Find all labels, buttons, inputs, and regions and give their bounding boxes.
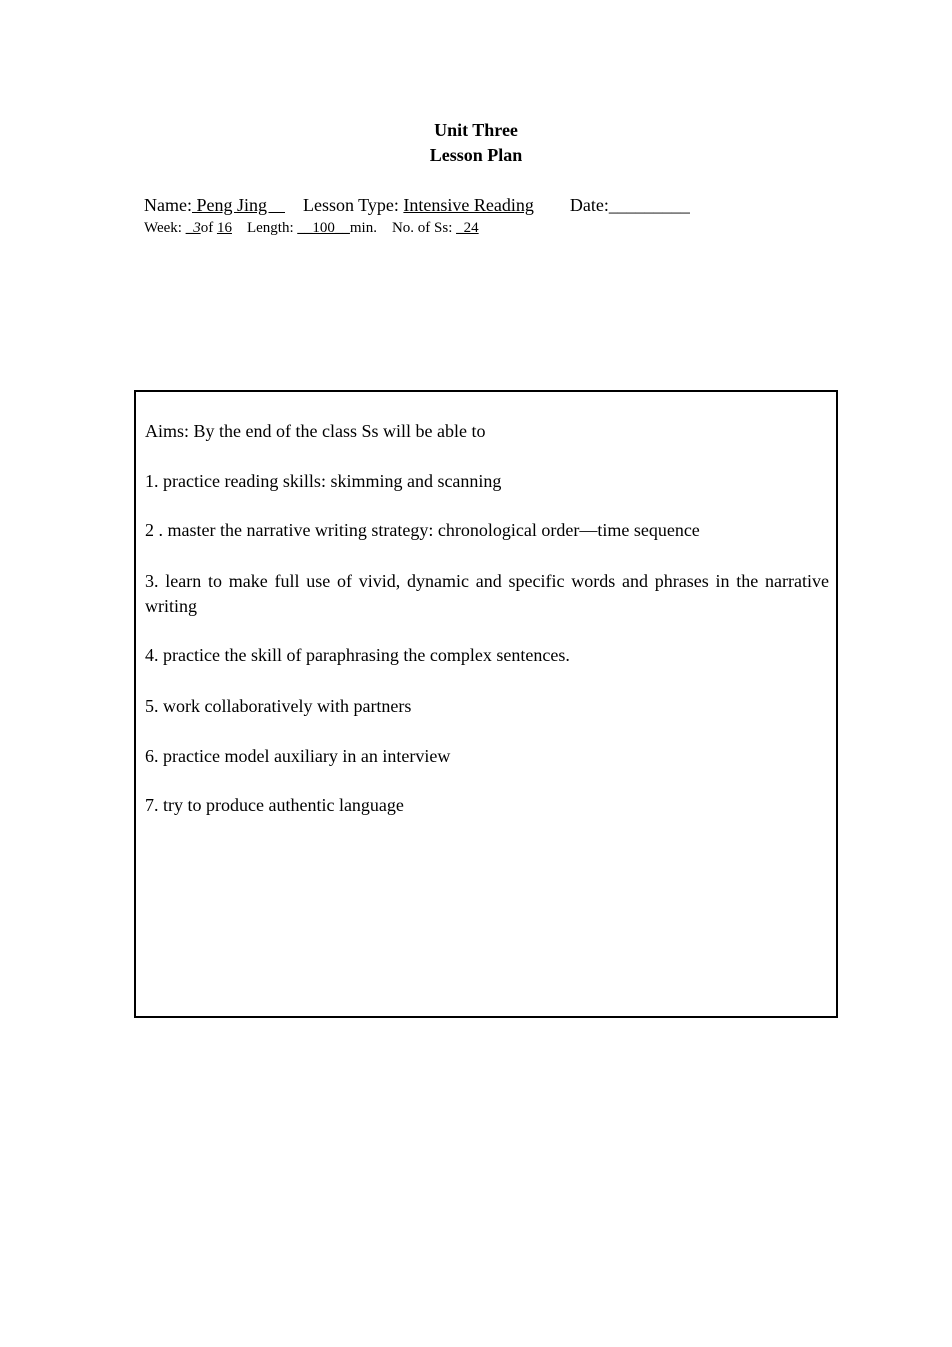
week-label: Week: (144, 220, 186, 236)
length-label: Length: (246, 220, 298, 236)
aim-item-6: 6. practice model auxiliary in an interview (145, 746, 451, 766)
lesson-meta-line (144, 219, 479, 237)
document-subtitle: Lesson Plan (429, 145, 523, 165)
aim-item-2: 2 . master the narrative writing strategy: chronological order—time sequence (145, 520, 700, 540)
name-label: Name: (144, 195, 192, 215)
name-value: Peng Jing (191, 195, 285, 215)
aims-box (134, 390, 838, 1018)
lesson-info-line (144, 194, 690, 216)
students-value: _24 (456, 220, 479, 236)
aim-item-7: 7. try to produce authentic language (145, 795, 404, 815)
week-value: _3 (185, 220, 201, 236)
week-of-text: of (200, 220, 217, 236)
aim-item-5: 5. work collaboratively with partners (145, 696, 412, 716)
date-value: _________ (608, 195, 690, 215)
aim-item-3: 3. learn to make full use of vivid, dynamic and specific words and phrases in the narrative writing (145, 571, 829, 616)
students-label: No. of Ss: (391, 220, 457, 236)
aim-item-4: 4. practice the skill of paraphrasing the complex sentences. (145, 645, 570, 665)
lesson-type-label: Lesson Type: (303, 195, 404, 215)
document-title: Unit Three (434, 120, 518, 140)
length-unit: min. (349, 220, 377, 236)
length-value: __100__ (297, 220, 350, 236)
lesson-type-value: Intensive Reading (403, 195, 534, 215)
aim-item-1: 1. practice reading skills: skimming and scanning (145, 471, 502, 491)
week-total: 16 (216, 220, 232, 236)
aims-heading: Aims: By the end of the class Ss will be able to (145, 421, 486, 441)
date-label: Date: (569, 195, 609, 215)
